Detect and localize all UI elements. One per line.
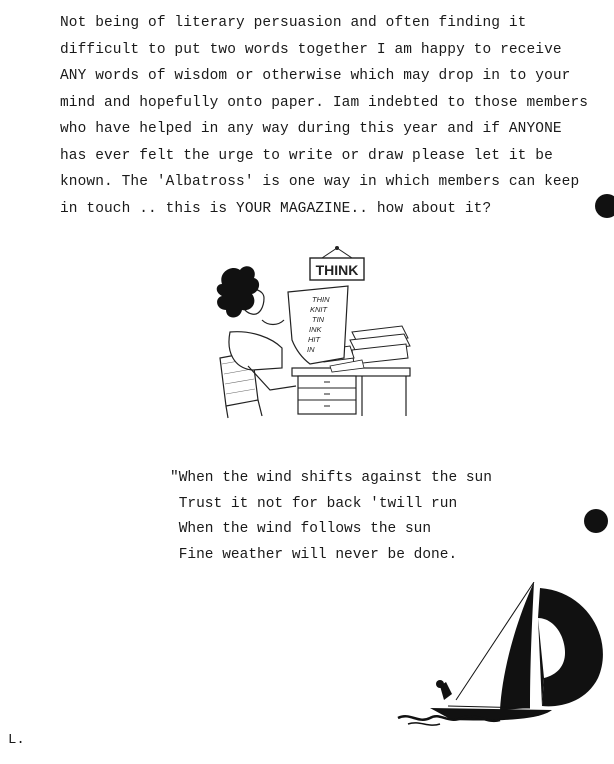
punch-hole-bottom (584, 509, 608, 533)
poem-line: Trust it not for back 'twill run (170, 495, 458, 512)
scroll-word: TIN (312, 315, 325, 324)
poem-line: "When the wind shifts against the sun (170, 470, 492, 486)
article-line: in touch .. this is YOUR MAGAZINE.. how about it? (60, 200, 492, 217)
scroll-word: KNIT (310, 305, 328, 314)
article-line: who have helped in any way during this year and if ANYONE (60, 121, 562, 137)
scroll-word: THIN (312, 295, 330, 304)
article-line: has ever felt the urge to write or draw please let it be (60, 147, 553, 164)
article-line: Not being of literary persuasion and often finding it (60, 15, 527, 31)
article-text (60, 10, 610, 222)
weather-rhyme (170, 466, 492, 568)
poem-line: When the wind follows the sun (170, 521, 432, 537)
scroll-word: HIT (308, 335, 321, 344)
thinking-cartoon-illustration (212, 240, 422, 420)
article-line: ANY words of wisdom or otherwise which may drop in to your (60, 68, 571, 84)
article-line: known. The 'Albatross' is one way in which members can keep (60, 174, 580, 190)
page-mark: L. (8, 732, 25, 748)
sailboat-illustration (392, 582, 610, 728)
article-line: difficult to put two words together I am happy to receive (60, 41, 562, 58)
punch-hole-top (595, 194, 614, 218)
article-line: mind and hopefully onto paper. Iam indebted to those members (60, 94, 589, 111)
scroll-word: IN (307, 345, 315, 354)
scroll-word: INK (309, 325, 322, 334)
poem-line: Fine weather will never be done. (170, 546, 458, 563)
think-sign-text: THINK (315, 262, 359, 278)
